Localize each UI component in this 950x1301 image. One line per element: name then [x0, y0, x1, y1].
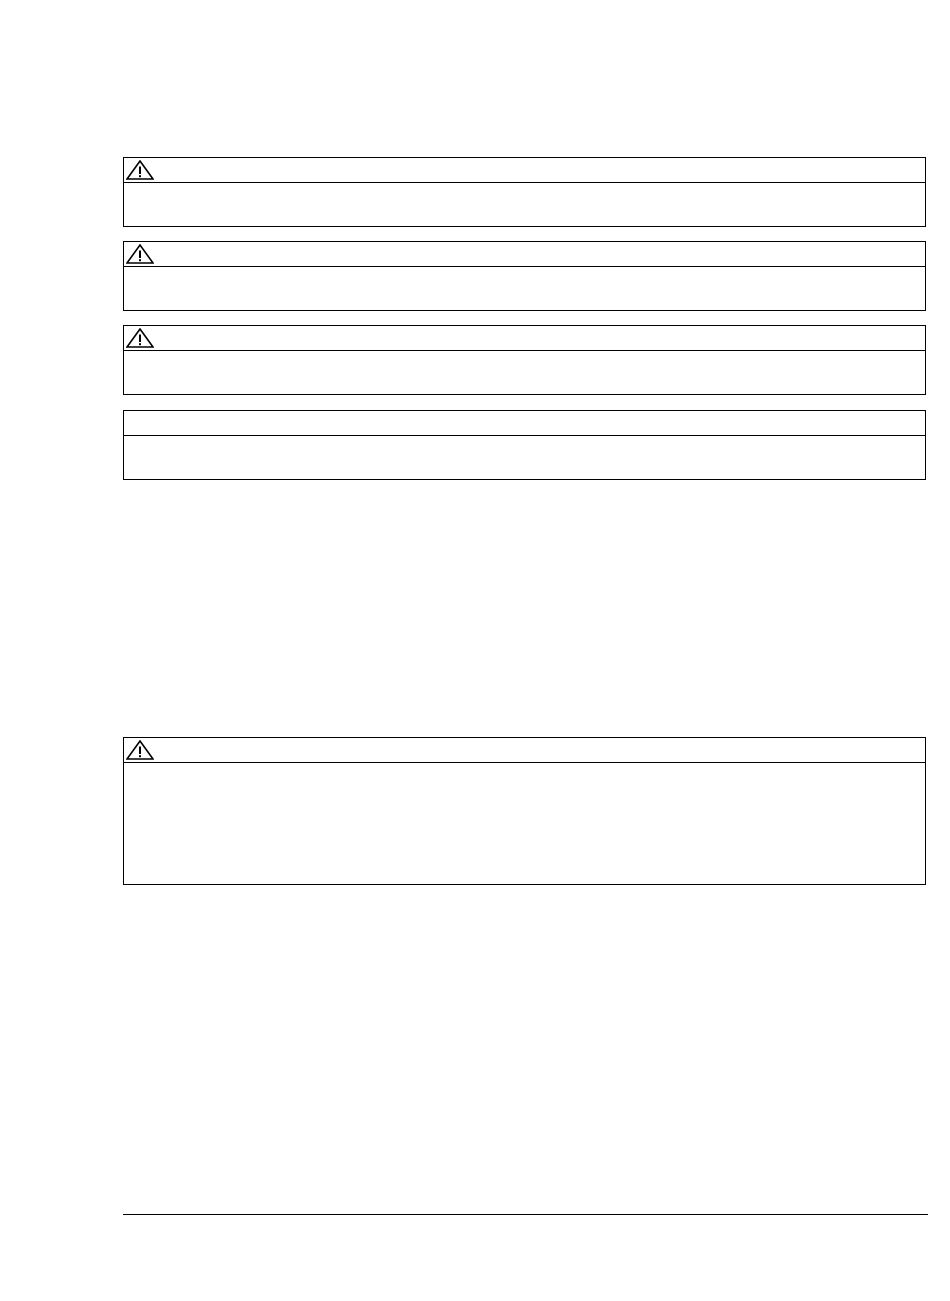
notice-4 [123, 410, 926, 480]
footer-divider [123, 1214, 928, 1215]
warning-notice-2 [123, 241, 926, 311]
notice-header [124, 411, 925, 436]
warning-notice-header [124, 738, 925, 763]
warning-notice-5 [123, 737, 926, 885]
warning-notice-header [124, 326, 925, 351]
warning-triangle-icon [126, 244, 154, 264]
warning-triangle-icon [126, 160, 154, 180]
warning-triangle-icon [126, 740, 154, 760]
warning-triangle-icon [126, 328, 154, 348]
warning-notice-header [124, 158, 925, 183]
warning-notice-3 [123, 325, 926, 395]
warning-notice-1 [123, 157, 926, 227]
warning-notice-header [124, 242, 925, 267]
